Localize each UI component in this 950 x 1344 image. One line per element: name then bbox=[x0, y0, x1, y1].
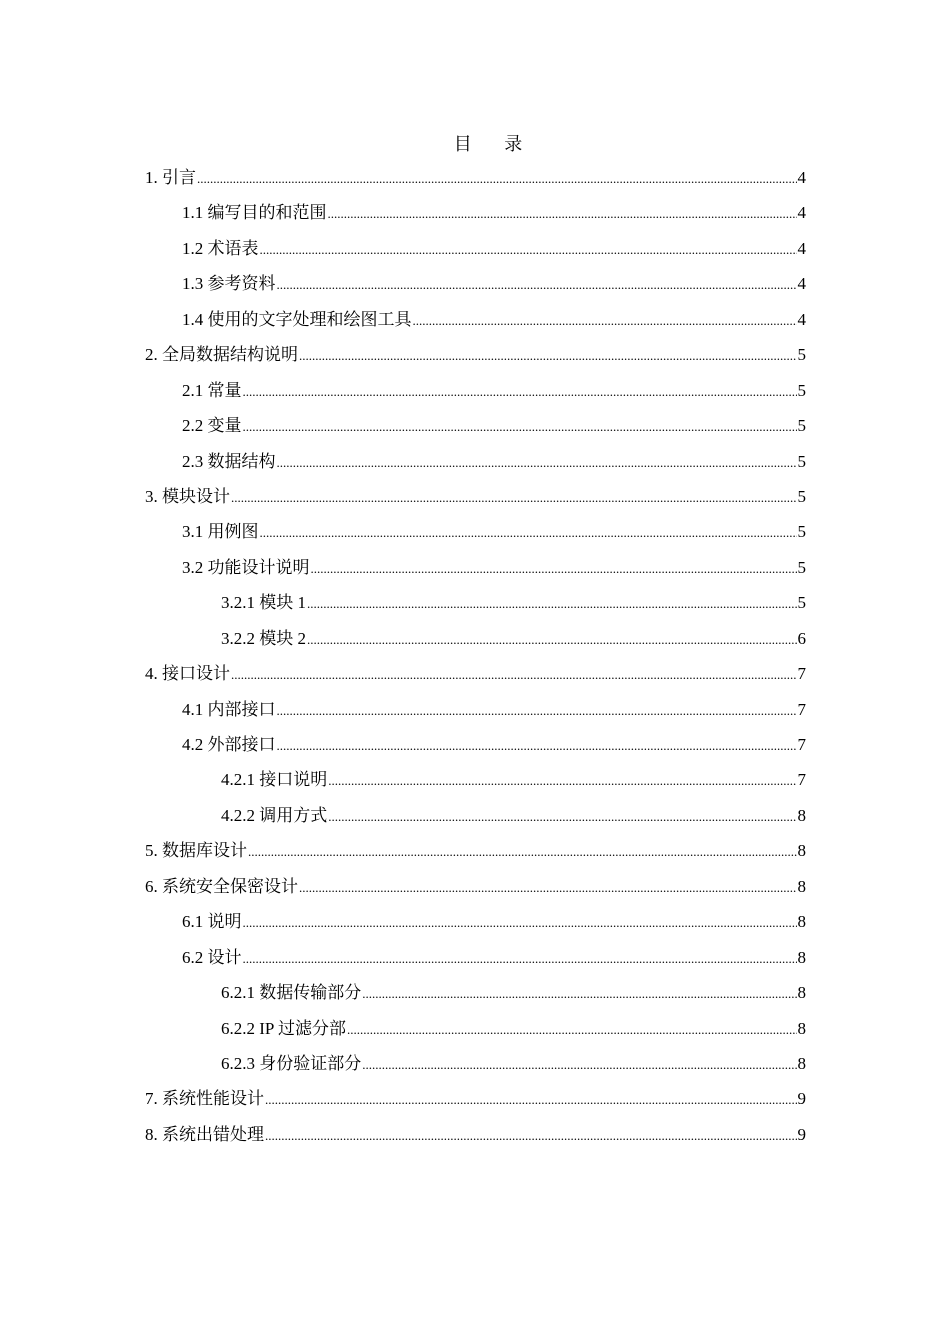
toc-entry[interactable] bbox=[182, 514, 806, 549]
toc-leader bbox=[307, 586, 797, 621]
toc-entry[interactable] bbox=[145, 337, 806, 372]
toc-entry-label: 6.2.1 数据传输部分 bbox=[221, 983, 362, 1003]
toc-entry-label: 7. 系统性能设计 bbox=[145, 1089, 264, 1109]
toc-entry-label: 4.1 内部接口 bbox=[182, 699, 276, 719]
toc-entry-label: 2.2 变量 bbox=[182, 416, 242, 436]
toc-page-number: 8 bbox=[797, 876, 806, 896]
toc-list bbox=[0, 160, 950, 1152]
toc-entry[interactable] bbox=[221, 975, 806, 1010]
toc-leader bbox=[231, 480, 797, 515]
toc-leader bbox=[413, 303, 797, 338]
toc-leader bbox=[347, 1012, 797, 1047]
toc-entry-label: 3.1 用例图 bbox=[182, 522, 259, 542]
toc-leader bbox=[243, 905, 797, 940]
toc-page-number: 6 bbox=[797, 628, 806, 648]
toc-page-number: 8 bbox=[797, 912, 806, 932]
toc-leader bbox=[265, 1118, 797, 1153]
toc-leader bbox=[277, 693, 797, 728]
toc-page-number: 8 bbox=[797, 805, 806, 825]
toc-page-number: 9 bbox=[797, 1089, 806, 1109]
toc-entry[interactable] bbox=[145, 833, 806, 868]
toc-page-number: 8 bbox=[797, 1018, 806, 1038]
toc-entry[interactable] bbox=[145, 479, 806, 514]
toc-entry[interactable] bbox=[221, 1046, 806, 1081]
toc-page-number: 5 bbox=[797, 593, 806, 613]
toc-page-number: 5 bbox=[797, 416, 806, 436]
toc-page-number: 4 bbox=[797, 168, 806, 187]
toc-leader bbox=[362, 1047, 796, 1082]
toc-entry-label: 6.2.2 IP 过滤分部 bbox=[221, 1018, 346, 1038]
toc-entry-label: 6.2 设计 bbox=[182, 947, 242, 967]
toc-entry[interactable] bbox=[145, 1117, 806, 1152]
toc-entry-label: 3.2 功能设计说明 bbox=[182, 557, 310, 577]
toc-page-number: 5 bbox=[797, 486, 806, 506]
toc-page-number: 7 bbox=[797, 699, 806, 719]
toc-entry[interactable] bbox=[182, 373, 806, 408]
toc-page-number: 4 bbox=[797, 274, 806, 294]
toc-page-number: 7 bbox=[797, 664, 806, 684]
toc-entry[interactable] bbox=[221, 585, 806, 620]
toc-entry-label: 4.2 外部接口 bbox=[182, 735, 276, 754]
toc-entry-label: 3.2.2 模块 2 bbox=[221, 628, 306, 648]
toc-entry[interactable] bbox=[221, 762, 806, 797]
toc-page-number: 5 bbox=[797, 451, 806, 471]
toc-entry[interactable] bbox=[182, 727, 806, 762]
toc-leader bbox=[362, 976, 796, 1011]
toc-leader bbox=[328, 763, 796, 798]
toc-page-number: 5 bbox=[797, 380, 806, 400]
toc-entry-label: 1.1 编写目的和范围 bbox=[182, 203, 327, 223]
toc-entry-label: 2. 全局数据结构说明 bbox=[145, 345, 298, 365]
toc-leader bbox=[277, 728, 797, 763]
toc-entry[interactable] bbox=[182, 302, 806, 337]
toc-entry[interactable] bbox=[182, 940, 806, 975]
toc-entry[interactable] bbox=[182, 195, 806, 230]
toc-entry[interactable] bbox=[182, 266, 806, 301]
toc-entry[interactable] bbox=[182, 408, 806, 443]
toc-page-number: 8 bbox=[797, 1053, 806, 1073]
toc-entry[interactable] bbox=[182, 231, 806, 266]
toc-entry-label: 1.2 术语表 bbox=[182, 238, 259, 258]
toc-leader bbox=[277, 267, 797, 302]
toc-leader bbox=[260, 515, 797, 550]
toc-leader bbox=[299, 870, 797, 905]
toc-page-number: 4 bbox=[797, 238, 806, 258]
toc-entry-label: 6.1 说明 bbox=[182, 912, 242, 932]
toc-leader bbox=[328, 799, 796, 834]
toc-page-number: 7 bbox=[797, 735, 806, 754]
toc-page-number: 4 bbox=[797, 309, 806, 329]
toc-entry[interactable] bbox=[182, 692, 806, 727]
toc-leader bbox=[260, 232, 797, 267]
toc-page-number: 5 bbox=[797, 557, 806, 577]
toc-page-number: 5 bbox=[797, 345, 806, 365]
toc-entry-label: 6.2.3 身份验证部分 bbox=[221, 1053, 362, 1073]
toc-page-number: 7 bbox=[797, 770, 806, 790]
toc-entry-label: 2.1 常量 bbox=[182, 380, 242, 400]
toc-page-number: 4 bbox=[797, 203, 806, 223]
toc-entry[interactable] bbox=[145, 869, 806, 904]
toc-leader bbox=[197, 161, 797, 196]
toc-leader bbox=[248, 834, 797, 869]
toc-entry-label: 4. 接口设计 bbox=[145, 664, 230, 684]
toc-leader bbox=[265, 1082, 797, 1117]
toc-entry[interactable] bbox=[145, 1081, 806, 1116]
toc-page-number: 5 bbox=[797, 522, 806, 542]
toc-entry[interactable] bbox=[145, 160, 806, 195]
toc-entry[interactable] bbox=[182, 444, 806, 479]
toc-entry[interactable] bbox=[221, 1011, 806, 1046]
toc-entry-label: 6. 系统安全保密设计 bbox=[145, 876, 298, 896]
toc-entry-label: 1.4 使用的文字处理和绘图工具 bbox=[182, 309, 412, 329]
toc-entry[interactable] bbox=[221, 798, 806, 833]
toc-leader bbox=[243, 941, 797, 976]
toc-entry-label: 1.3 参考资料 bbox=[182, 274, 276, 294]
toc-entry-label: 4.2.2 调用方式 bbox=[221, 805, 328, 825]
toc-page-number: 8 bbox=[797, 947, 806, 967]
toc-entry-label: 4.2.1 接口说明 bbox=[221, 770, 328, 790]
toc-leader bbox=[231, 657, 797, 692]
toc-entry-label: 3. 模块设计 bbox=[145, 486, 230, 506]
toc-leader bbox=[307, 622, 797, 657]
toc-entry[interactable] bbox=[182, 904, 806, 939]
toc-leader bbox=[277, 445, 797, 480]
toc-leader bbox=[299, 338, 797, 373]
toc-entry-label: 3.2.1 模块 1 bbox=[221, 593, 306, 613]
toc-entry-label: 1. 引言 bbox=[145, 168, 196, 187]
toc-entry[interactable] bbox=[182, 550, 806, 585]
toc-entry-label: 8. 系统出错处理 bbox=[145, 1124, 264, 1144]
toc-page-number: 8 bbox=[797, 983, 806, 1003]
toc-page-number: 8 bbox=[797, 841, 806, 861]
toc-leader bbox=[311, 551, 797, 586]
toc-entry[interactable] bbox=[145, 656, 806, 691]
toc-leader bbox=[243, 409, 797, 444]
toc-entry-label: 2.3 数据结构 bbox=[182, 451, 276, 471]
toc-leader bbox=[328, 196, 797, 231]
toc-page-number: 9 bbox=[797, 1124, 806, 1144]
toc-entry[interactable] bbox=[221, 621, 806, 656]
toc-entry-label: 5. 数据库设计 bbox=[145, 841, 247, 861]
toc-leader bbox=[243, 374, 797, 409]
toc-title: 目 录 bbox=[453, 134, 537, 154]
